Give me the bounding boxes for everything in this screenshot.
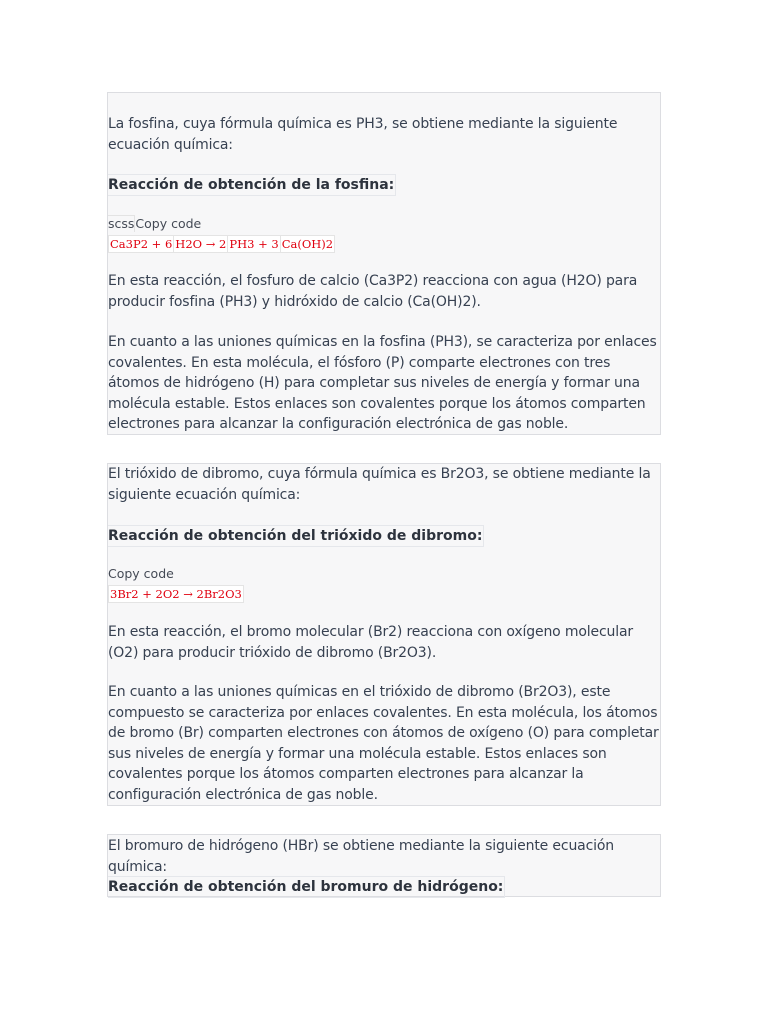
answer-block-hydrogen-bromide <box>107 834 661 897</box>
reaction-heading: Reacción de obtención del bromuro de hidrógeno: <box>108 876 505 898</box>
answer-block-phosphine <box>107 92 661 435</box>
equation-token: PH3 + 3 <box>229 237 279 251</box>
intro-text: El bromuro de hidrógeno (HBr) se obtiene mediante la siguiente ecuación química: <box>108 838 615 875</box>
copy-code-button[interactable]: Copy code <box>108 566 174 581</box>
copy-code-button[interactable]: Copy code <box>135 216 202 231</box>
explanation-text: En esta reacción, el bromo molecular (Br2) reacciona con oxígeno molecular (O2) para producir trióxido de dibromo (Br2O3). <box>108 624 634 661</box>
code-header <box>108 215 662 232</box>
equation-token: 3Br2 + 2O2 → 2Br2O3 <box>110 587 242 601</box>
intro-text: La fosfina, cuya fórmula química es PH3, se obtiene mediante la siguiente ecuación química: <box>108 116 618 153</box>
bonding-text: En cuanto a las uniones químicas en el trióxido de dibromo (Br2O3), este compuesto se caracteriza por enlaces covalentes. En esta molécula, los átomos de bromo (Br) comparten electrones con átomos de oxígeno (O) para completar sus niveles de energía y formar una molécula estable. Estos enlaces son covalentes porque los átomos comparten electrones para alcanzar la configuración electrónica de gas noble. <box>108 684 659 803</box>
reaction-heading: Reacción de obtención de la fosfina: <box>108 174 396 196</box>
explanation-text: En esta reacción, el fosfuro de calcio (Ca3P2) reacciona con agua (H2O) para producir fosfina (PH3) y hidróxido de calcio (Ca(OH)2). <box>108 273 638 310</box>
bonding-text: En cuanto a las uniones químicas en la fosfina (PH3), se caracteriza por enlaces covalentes. En esta molécula, el fósforo (P) comparte electrones con tres átomos de hidrógeno (H) para completar sus niveles de energía y formar una molécula estable. Estos enlaces son covalentes porque los átomos comparten electrones para alcanzar la configuración electrónica de gas noble. <box>108 334 657 433</box>
equation-token: Ca3P2 + 6 <box>110 237 173 251</box>
chemical-equation <box>108 235 335 253</box>
equation-token: H2O → 2 <box>175 237 227 251</box>
reaction-heading: Reacción de obtención del trióxido de dibromo: <box>108 525 484 547</box>
code-header <box>108 566 662 582</box>
intro-text: El trióxido de dibromo, cuya fórmula química es Br2O3, se obtiene mediante la siguiente ecuación química: <box>108 466 651 503</box>
chemical-equation <box>108 585 244 603</box>
answer-block-dibromine-trioxide <box>107 463 661 806</box>
equation-token: Ca(OH)2 <box>281 237 334 251</box>
code-language-label: scss <box>108 216 135 231</box>
